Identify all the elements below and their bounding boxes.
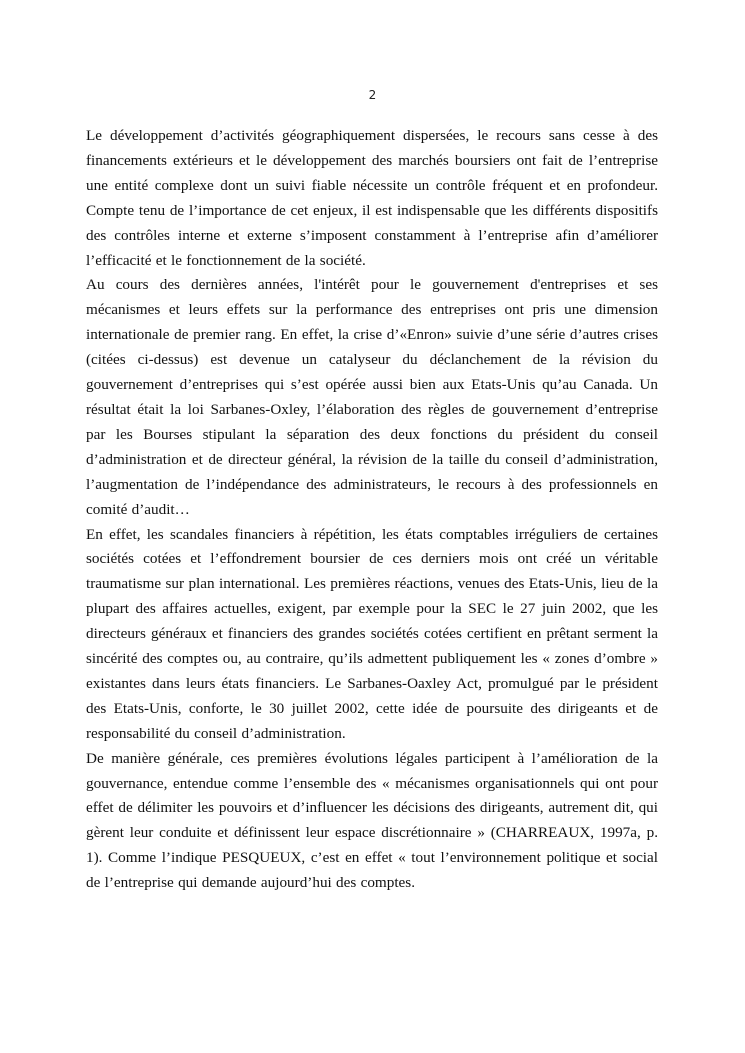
paragraph-4: De manière générale, ces premières évolutions légales participent à l’amélioration de la gouvernance, entendue comme l’ensemble des « mécanismes organisationnels qui ont pour effet de délimiter les pouvoirs et d’influencer les décisions des dirigeants, autrement dit, qui gèrent leur conduite et définissent leur espace discrétionnaire » (CHARREAUX, 1997a, p. 1). Comme l’indique PESQUEUX, c’est en effet « tout l’environnement politique et social de l’entreprise qui demande aujourd’hui des comptes. — [86, 749, 658, 892]
page-number: 2 — [368, 88, 377, 102]
paragraph-2: Au cours des dernières années, l'intérêt pour le gouvernement d'entreprises et ses mécanismes et leurs effets sur la performance des entreprises ont pris une dimension internationale de premier rang. En effet, la crise d’«Enron» suivie d’une série d’autres crises (citées ci-dessus) est devenue un catalyseur du déclanchement de la révision du gouvernement d’entreprises qui s’est opérée aussi bien aux Etats-Unis qu’au Canada. Un résultat était la loi Sarbanes-Oxley, l’élaboration des règles de gouvernement d’entreprise par les Bourses stipulant la séparation des deux fonctions du président du conseil d’administration et de directeur général, la révision de la taille du conseil d’administration, l’augmentation de l’indépendance des administrateurs, le recours à des professionnels en comité d’audit… — [86, 276, 658, 518]
paragraph-3: En effet, les scandales financiers à répétition, les états comptables irréguliers de certaines sociétés cotées et l’effondrement boursier de ces derniers mois ont créé un véritable traumatisme sur plan international. Les premières réactions, venues des Etats-Unis, lieu de la plupart des affaires actuelles, exigent, par exemple pour la SEC le 27 juin 2002, que les directeurs généraux et financiers des grandes sociétés cotées certifient en prêtant serment la sincérité des comptes ou, au contraire, qu’ils admettent publiquement les « zones d’ombre » existantes dans leurs états financiers. Le Sarbanes-Oaxley Act, promulgué par le président des Etats-Unis, conforte, le 30 juillet 2002, cette idée de poursuite des dirigeants et de responsabilité du conseil d’administration. — [86, 525, 658, 742]
paragraph-1: Le développement d’activités géographiquement dispersées, le recours sans cesse à des financements extérieurs et le développement des marchés boursiers ont fait de l’entreprise une entité complexe dont un suivi fiable nécessite un contrôle fréquent et en profondeur. Compte tenu de l’importance de cet enjeux, il est indispensable que les différents dispositifs des contrôles interne et externe s’imposent constamment à l’entreprise afin d’améliorer l’efficacité et le fonctionnement de la société. — [86, 127, 658, 269]
body-text — [86, 124, 658, 896]
